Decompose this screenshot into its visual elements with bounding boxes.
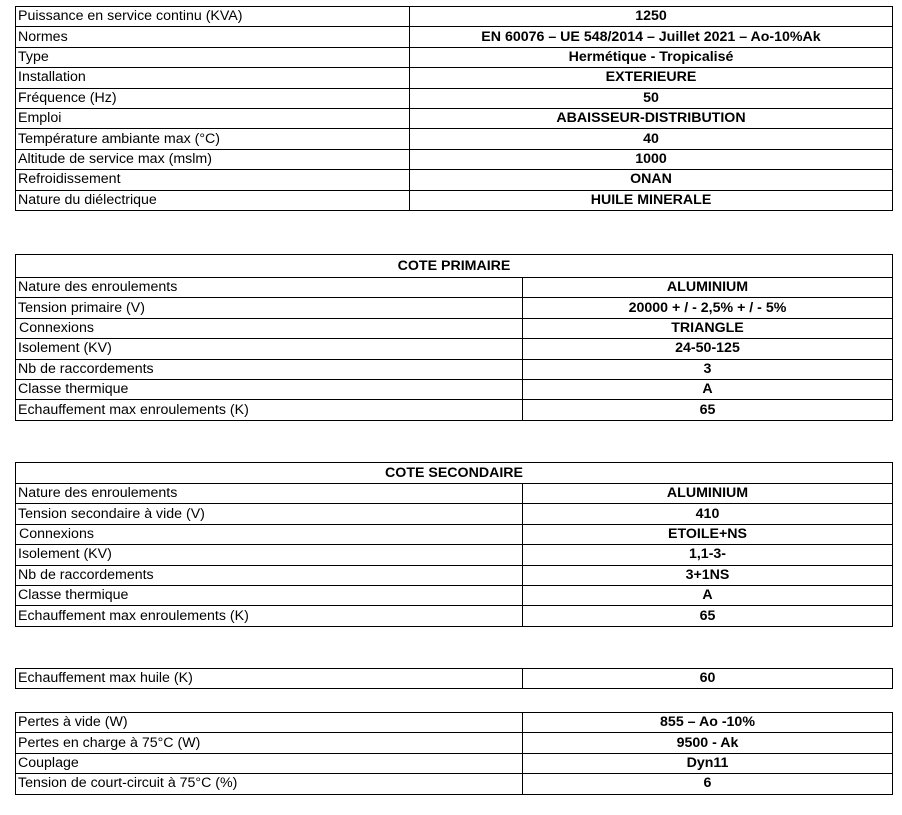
spec-value: 855 – Ao -10% [523,713,893,733]
table-row [16,129,893,149]
table-row [16,400,893,420]
spec-value: 1000 [410,149,893,169]
spec-value: 65 [523,400,893,420]
spec-value: 9500 - Ak [523,733,893,753]
table-row [16,318,893,338]
table-row [16,484,893,504]
spec-value: 3 [523,359,893,379]
section-header-row [16,463,893,484]
spec-label: Echauffement max enroulements (K) [16,606,523,626]
spec-value: 50 [410,88,893,108]
spec-value: A [523,585,893,605]
secondary-side-table [15,462,893,627]
spec-label: Classe thermique [16,585,523,605]
spec-value: ALUMINIUM [523,484,893,504]
spec-value: Dyn11 [523,753,893,773]
spec-value: Hermétique - Tropicalisé [410,47,893,67]
spec-label: Pertes à vide (W) [16,713,523,733]
spec-label: Echauffement max enroulements (K) [16,400,523,420]
table-row [16,7,893,27]
spec-value: A [523,379,893,399]
spec-label: Température ambiante max (°C) [16,129,410,149]
table-row [16,753,893,773]
spec-value: 1250 [410,7,893,27]
section-title: COTE PRIMAIRE [16,255,893,278]
spec-value: HUILE MINERALE [410,190,893,210]
table-row [16,733,893,753]
table-row [16,504,893,524]
table-row [16,278,893,298]
table-row [16,669,893,689]
spec-value: EN 60076 – UE 548/2014 – Juillet 2021 – Ao-10%Ak [410,27,893,47]
table-row [16,88,893,108]
table-row [16,585,893,605]
table-row [16,149,893,169]
spec-label: Nb de raccordements [16,359,523,379]
spec-label: Isolement (KV) [16,545,523,565]
table-row [16,524,893,544]
spec-label: Refroidissement [16,170,410,190]
spec-label: Connexions [16,318,523,338]
spec-label: Couplage [16,753,523,773]
spec-value: ETOILE+NS [523,524,893,544]
spec-value: EXTERIEURE [410,68,893,88]
table-row [16,68,893,88]
spec-value: 40 [410,129,893,149]
spec-label: Altitude de service max (mslm) [16,149,410,169]
spec-label: Pertes en charge à 75°C (W) [16,733,523,753]
table-row [16,545,893,565]
losses-table [15,712,893,795]
section-title: COTE SECONDAIRE [16,463,893,484]
spec-value: 24-50-125 [523,339,893,359]
spec-label: Normes [16,27,410,47]
table-row [16,379,893,399]
spec-label: Nature du diélectrique [16,190,410,210]
spec-label: Tension de court-circuit à 75°C (%) [16,774,523,794]
primary-side-table [15,254,893,421]
spec-value: 1,1-3- [523,545,893,565]
table-row [16,190,893,210]
spec-label: Emploi [16,108,410,128]
spec-value: 3+1NS [523,565,893,585]
spec-label: Nb de raccordements [16,565,523,585]
section-header-row [16,255,893,278]
spec-label: Tension secondaire à vide (V) [16,504,523,524]
table-row [16,565,893,585]
spec-label: Connexions [16,524,523,544]
spec-value: 20000 + / - 2,5% + / - 5% [523,298,893,318]
spec-value: 6 [523,774,893,794]
table-row [16,774,893,794]
spec-value: ABAISSEUR-DISTRIBUTION [410,108,893,128]
spec-label: Echauffement max huile (K) [16,669,523,689]
spec-label: Tension primaire (V) [16,298,523,318]
general-specs-table [15,6,893,211]
spec-value: 65 [523,606,893,626]
spec-value: 60 [523,669,893,689]
table-row [16,713,893,733]
table-row [16,108,893,128]
table-row [16,170,893,190]
spec-label: Fréquence (Hz) [16,88,410,108]
spec-label: Classe thermique [16,379,523,399]
table-row [16,339,893,359]
table-row [16,606,893,626]
spec-label: Isolement (KV) [16,339,523,359]
spec-value: 410 [523,504,893,524]
spec-label: Puissance en service continu (KVA) [16,7,410,27]
table-row [16,359,893,379]
oil-heating-table [15,668,893,689]
spec-label: Nature des enroulements [16,278,523,298]
spec-label: Installation [16,68,410,88]
spec-label: Nature des enroulements [16,484,523,504]
spec-value: TRIANGLE [523,318,893,338]
spec-value: ONAN [410,170,893,190]
table-row [16,27,893,47]
spec-value: ALUMINIUM [523,278,893,298]
spec-label: Type [16,47,410,67]
table-row [16,47,893,67]
table-row [16,298,893,318]
